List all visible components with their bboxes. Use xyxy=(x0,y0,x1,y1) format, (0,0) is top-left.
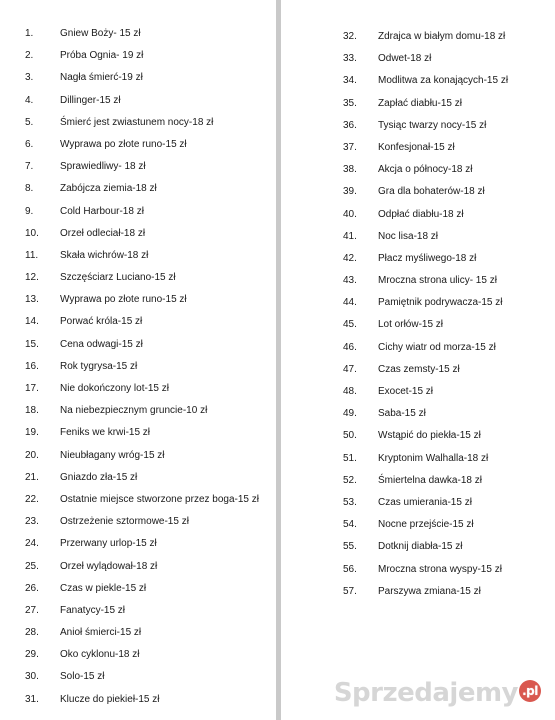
item-number: 22. xyxy=(25,493,39,505)
item-number: 16. xyxy=(25,360,39,372)
item-title: Gra dla bohaterów-18 zł xyxy=(378,186,485,198)
list-item xyxy=(343,448,508,470)
item-number: 29. xyxy=(25,649,39,661)
item-number: 44. xyxy=(343,297,357,309)
list-item xyxy=(343,248,508,270)
watermark-suffix: .pl xyxy=(519,680,541,702)
item-title: Nagła śmierć-19 zł xyxy=(60,72,143,84)
list-item xyxy=(343,226,508,248)
list-item xyxy=(25,578,259,600)
item-title: Cichy wiatr od morza-15 zł xyxy=(378,341,496,353)
item-number: 46. xyxy=(343,341,357,353)
item-title: Porwać króla-15 zł xyxy=(60,316,143,328)
item-number: 56. xyxy=(343,563,357,575)
list-item xyxy=(25,422,259,444)
item-number: 55. xyxy=(343,541,357,553)
item-number: 25. xyxy=(25,560,39,572)
item-number: 28. xyxy=(25,627,39,639)
item-title: Zapłać diabłu-15 zł xyxy=(378,97,462,109)
book-list-right xyxy=(343,26,508,603)
item-title: Solo-15 zł xyxy=(60,671,105,683)
item-number: 3. xyxy=(25,72,34,84)
item-title: Płacz myśliwego-18 zł xyxy=(378,252,477,264)
item-title: Sprawiedliwy- 18 zł xyxy=(60,161,146,173)
item-title: Kryptonim Walhalla-18 zł xyxy=(378,452,489,464)
item-title: Gniew Boży- 15 zł xyxy=(60,28,141,39)
item-number: 30. xyxy=(25,671,39,683)
list-item xyxy=(25,45,259,67)
item-number: 35. xyxy=(343,97,357,109)
item-title: Noc lisa-18 zł xyxy=(378,230,439,242)
item-title: Przerwany urlop-15 zł xyxy=(60,538,157,550)
list-item xyxy=(343,359,508,381)
item-number: 9. xyxy=(25,205,34,217)
item-title: Fanatycy-15 zł xyxy=(60,604,126,616)
list-item xyxy=(343,270,508,292)
list-item xyxy=(25,245,259,267)
item-title: Orzeł odleciał-18 zł xyxy=(60,227,146,239)
list-item xyxy=(25,511,259,533)
watermark-text: Sprzedajemy xyxy=(333,678,518,708)
item-number: 47. xyxy=(343,363,357,375)
item-title: Saba-15 zł xyxy=(378,408,426,420)
item-number: 54. xyxy=(343,519,357,531)
item-title: Próba Ognia- 19 zł xyxy=(60,50,144,62)
list-item xyxy=(343,204,508,226)
item-number: 10. xyxy=(25,227,39,239)
item-number: 41. xyxy=(343,230,357,242)
list-item xyxy=(343,115,508,137)
item-number: 40. xyxy=(343,208,357,220)
item-number: 15. xyxy=(25,338,39,350)
item-title: Wyprawa po złote runo-15 zł xyxy=(60,294,187,306)
item-title: Parszywa zmiana-15 zł xyxy=(378,585,481,597)
list-item xyxy=(343,93,508,115)
item-title: Czas umierania-15 zł xyxy=(378,496,472,508)
list-item xyxy=(343,181,508,203)
item-title: Czas zemsty-15 zł xyxy=(378,363,460,375)
list-item xyxy=(25,356,259,378)
item-number: 31. xyxy=(25,693,39,705)
item-number: 26. xyxy=(25,582,39,594)
list-item xyxy=(25,400,259,422)
list-item xyxy=(25,311,259,333)
item-number: 34. xyxy=(343,75,357,87)
item-number: 42. xyxy=(343,252,357,264)
item-number: 23. xyxy=(25,516,39,528)
item-number: 45. xyxy=(343,319,357,331)
item-title: Klucze do piekieł-15 zł xyxy=(60,693,160,705)
item-title: Na niebezpiecznym gruncie-10 zł xyxy=(60,405,208,417)
item-title: Nie dokończony lot-15 zł xyxy=(60,383,169,394)
item-number: 20. xyxy=(25,449,39,461)
list-item xyxy=(343,492,508,514)
item-number: 57. xyxy=(343,585,357,597)
item-number: 5. xyxy=(25,116,34,128)
list-item xyxy=(343,559,508,581)
item-title: Skała wichrów-18 zł xyxy=(60,249,149,261)
list-item xyxy=(25,622,259,644)
list-item xyxy=(25,112,259,134)
item-title: Akcja o północy-18 zł xyxy=(378,164,473,176)
list-item xyxy=(25,533,259,555)
item-number: 33. xyxy=(343,53,357,65)
list-item xyxy=(343,314,508,336)
list-item xyxy=(343,337,508,359)
list-item xyxy=(25,489,259,511)
item-title: Tysiąc twarzy nocy-15 zł xyxy=(378,119,487,131)
item-number: 50. xyxy=(343,430,357,442)
item-number: 48. xyxy=(343,386,357,397)
item-number: 39. xyxy=(343,186,357,198)
item-number: 52. xyxy=(343,474,357,486)
item-number: 27. xyxy=(25,604,39,616)
item-number: 37. xyxy=(343,141,357,153)
item-number: 21. xyxy=(25,471,39,483)
item-title: Rok tygrysa-15 zł xyxy=(60,360,138,372)
item-title: Konfesjonał-15 zł xyxy=(378,141,455,153)
list-item xyxy=(343,48,508,70)
list-item xyxy=(343,514,508,536)
item-title: Śmiertelna dawka-18 zł xyxy=(378,474,482,486)
item-number: 36. xyxy=(343,119,357,131)
item-title: Orzeł wylądował-18 zł xyxy=(60,560,158,572)
item-number: 51. xyxy=(343,452,357,464)
list-item xyxy=(25,289,259,311)
item-number: 1. xyxy=(25,28,34,39)
item-title: Odwet-18 zł xyxy=(378,53,432,65)
item-title: Gniazdo zła-15 zł xyxy=(60,471,138,483)
list-item xyxy=(343,292,508,314)
item-title: Anioł śmierci-15 zł xyxy=(60,627,142,639)
list-item xyxy=(25,178,259,200)
item-title: Wstąpić do piekła-15 zł xyxy=(378,430,481,442)
item-title: Nocne przejście-15 zł xyxy=(378,519,474,531)
item-number: 7. xyxy=(25,161,34,173)
list-item xyxy=(25,666,259,688)
item-title: Odpłać diabłu-18 zł xyxy=(378,208,464,220)
list-item xyxy=(343,137,508,159)
item-number: 13. xyxy=(25,294,39,306)
list-item xyxy=(343,70,508,92)
list-item xyxy=(343,581,508,603)
item-number: 38. xyxy=(343,164,357,176)
item-title: Śmierć jest zwiastunem nocy-18 zł xyxy=(60,116,214,128)
item-number: 49. xyxy=(343,408,357,420)
list-item xyxy=(25,67,259,89)
list-item xyxy=(25,600,259,622)
item-number: 12. xyxy=(25,272,39,284)
item-title: Czas w piekle-15 zł xyxy=(60,582,147,594)
item-title: Zdrajca w białym domu-18 zł xyxy=(378,31,506,42)
item-number: 17. xyxy=(25,383,39,394)
document-page-left xyxy=(0,0,276,720)
list-item xyxy=(25,445,259,467)
list-item xyxy=(25,223,259,245)
list-item xyxy=(25,378,259,400)
list-item xyxy=(25,267,259,289)
list-item xyxy=(25,334,259,356)
list-item xyxy=(25,23,259,45)
item-number: 2. xyxy=(25,50,34,62)
item-number: 53. xyxy=(343,496,357,508)
item-number: 14. xyxy=(25,316,39,328)
list-item xyxy=(343,381,508,403)
item-title: Oko cyklonu-18 zł xyxy=(60,649,140,661)
list-item xyxy=(343,26,508,48)
list-item xyxy=(25,156,259,178)
item-title: Dillinger-15 zł xyxy=(60,94,121,106)
list-item xyxy=(343,159,508,181)
item-number: 4. xyxy=(25,94,34,106)
item-title: Feniks we krwi-15 zł xyxy=(60,427,151,439)
item-title: Zabójcza ziemia-18 zł xyxy=(60,183,157,195)
item-title: Ostrzeżenie sztormowe-15 zł xyxy=(60,516,189,528)
item-title: Lot orłów-15 zł xyxy=(378,319,444,331)
item-number: 19. xyxy=(25,427,39,439)
list-item xyxy=(25,134,259,156)
list-item xyxy=(25,90,259,112)
item-title: Mroczna strona ulicy- 15 zł xyxy=(378,275,497,287)
list-item xyxy=(25,689,259,711)
list-item xyxy=(25,467,259,489)
document-page-right xyxy=(281,0,555,720)
item-number: 24. xyxy=(25,538,39,550)
item-title: Exocet-15 zł xyxy=(378,386,434,397)
item-title: Mroczna strona wyspy-15 zł xyxy=(378,563,502,575)
item-title: Dotknij diabła-15 zł xyxy=(378,541,463,553)
list-item xyxy=(25,556,259,578)
item-number: 32. xyxy=(343,31,357,42)
watermark-logo xyxy=(334,678,541,708)
item-number: 18. xyxy=(25,405,39,417)
list-item xyxy=(25,644,259,666)
list-item xyxy=(343,403,508,425)
item-title: Cena odwagi-15 zł xyxy=(60,338,143,350)
item-title: Pamiętnik podrywacza-15 zł xyxy=(378,297,503,309)
item-title: Ostatnie miejsce stworzone przez boga-15 zł xyxy=(60,493,259,505)
item-title: Cold Harbour-18 zł xyxy=(60,205,144,217)
list-item xyxy=(343,470,508,492)
list-item xyxy=(343,425,508,447)
list-item xyxy=(343,536,508,558)
item-number: 11. xyxy=(25,249,39,261)
item-number: 43. xyxy=(343,275,357,287)
item-title: Szczęściarz Luciano-15 zł xyxy=(60,272,176,284)
item-number: 6. xyxy=(25,138,34,150)
item-title: Nieubłagany wróg-15 zł xyxy=(60,449,165,461)
item-number: 8. xyxy=(25,183,34,195)
book-list-left xyxy=(25,23,259,711)
item-title: Modlitwa za konających-15 zł xyxy=(378,75,509,87)
list-item xyxy=(25,201,259,223)
item-title: Wyprawa po złote runo-15 zł xyxy=(60,138,187,150)
